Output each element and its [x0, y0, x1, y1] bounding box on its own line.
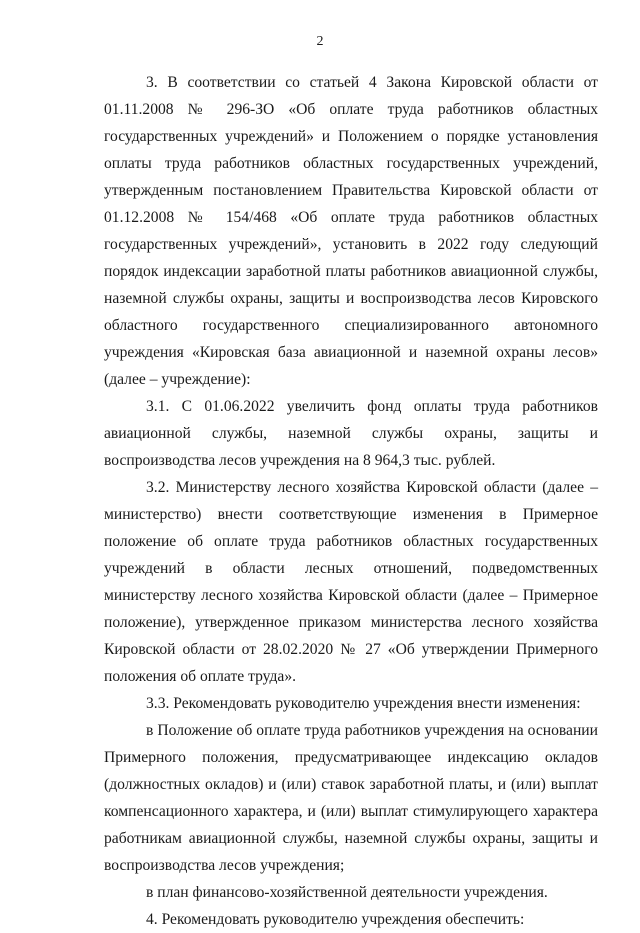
page-number: 2 — [316, 34, 324, 49]
paragraph-subitem-regulation: в Положение об оплате труда работников учреждения на основании Примерного положения, предусматривающее индексацию окладов (должностных окладов) и (или) ставок заработной платы, и (или) выплат компенсационного характера, и (или) выплат стимулирующего характера работникам авиационной службы, наземной службы охраны, защиты и воспроизводства лесов учреждения; — [104, 722, 598, 874]
paragraph-item-3: 3. В соответствии со статьей 4 Закона Кировской области от 01.11.2008 № 296-ЗО «Об оплате труда работников областных государственных учреждений» и Положением о порядке установления оплаты труда работников областных государственных учреждений, утвержденным постановлением Правительства Кировской области от 01.12.2008 № 154/468 «Об оплате труда работников областных государственных учреждений», установить в 2022 году следующий порядок индексации заработной платы работников авиационной службы, наземной службы охраны, защиты и воспроизводства лесов Кировского областного государственного специализированного автономного учреждения «Кировская база авиационной и наземной охраны лесов» (далее – учреждение): — [104, 74, 598, 388]
document-body — [104, 69, 598, 933]
paragraph-subitem-plan: в план финансово-хозяйственной деятельности учреждения. — [146, 884, 548, 901]
paragraph-item-3-2: 3.2. Министерству лесного хозяйства Кировской области (далее – министерство) внести соответствующие изменения в Примерное положение об оплате труда работников областных государственных учреждений в области лесных отношений, подведомственных министерству лесного хозяйства Кировской области (далее – Примерное положение), утвержденное приказом министерства лесного хозяйства Кировской области от 28.02.2020 № 27 «Об утверждении Примерного положения об оплате труда». — [104, 479, 598, 685]
paragraph-item-3-1: 3.1. С 01.06.2022 увеличить фонд оплаты труда работников авиационной службы, наземной службы охраны, защиты и воспроизводства лесов учреждения на 8 964,3 тыс. рублей. — [104, 398, 598, 469]
paragraph-item-3-3: 3.3. Рекомендовать руководителю учреждения внести изменения: — [146, 695, 581, 712]
paragraph-item-4: 4. Рекомендовать руководителю учреждения обеспечить: — [146, 911, 525, 928]
